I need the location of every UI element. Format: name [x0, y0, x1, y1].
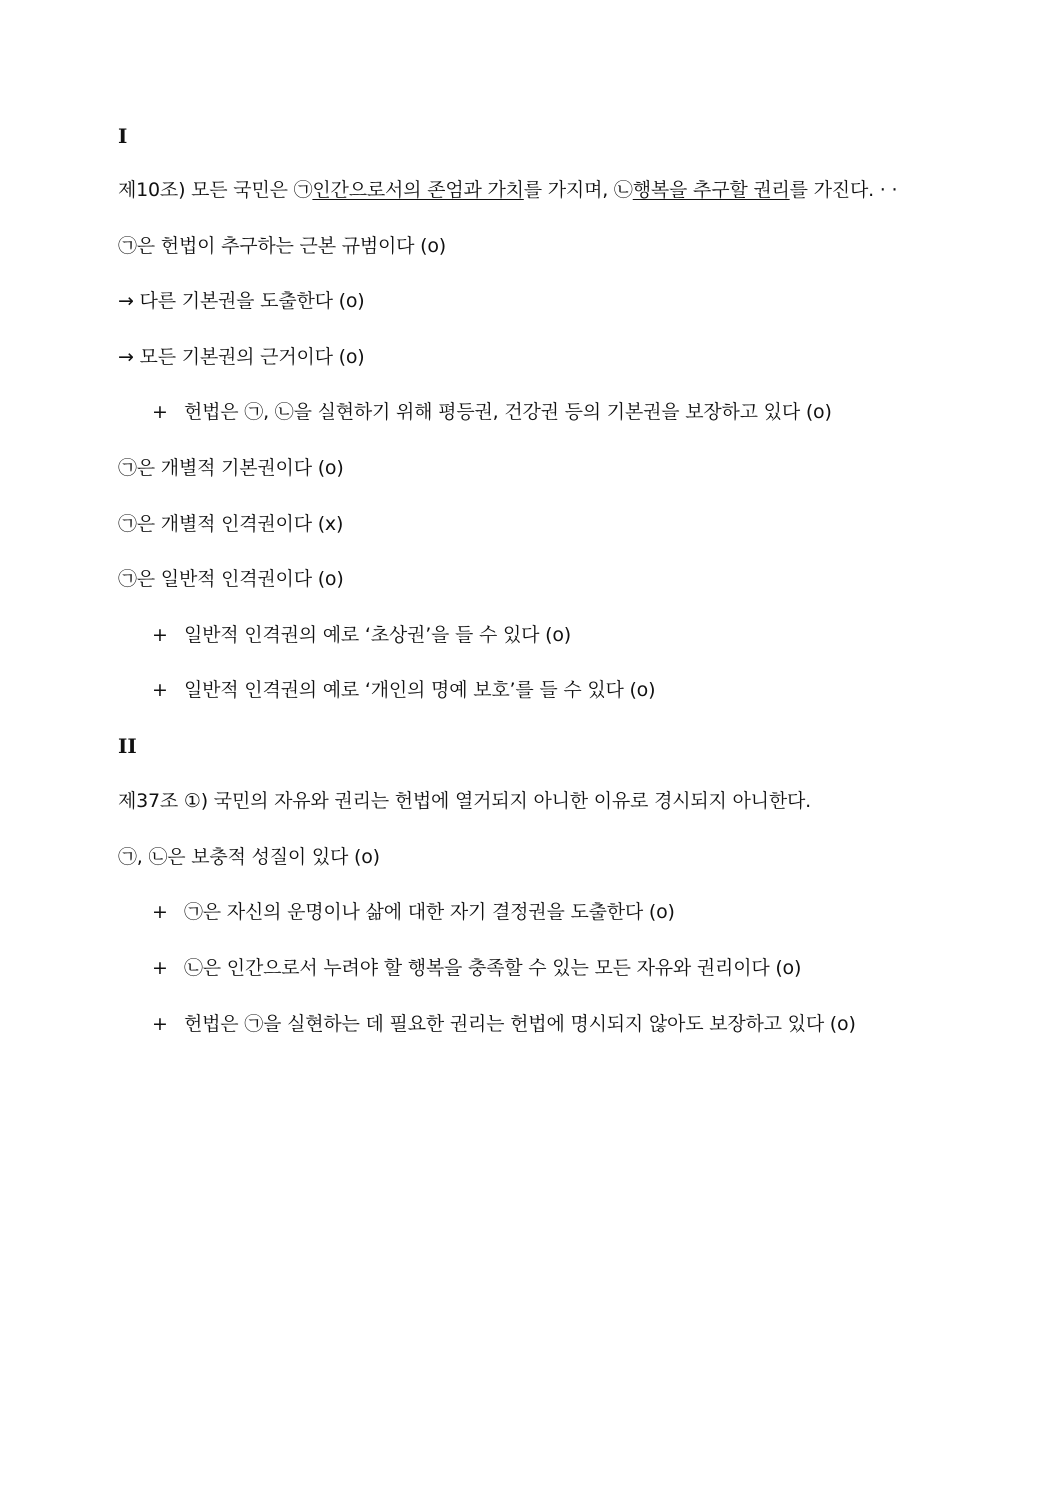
section-heading-2: II	[118, 734, 137, 758]
bullet-text: 일반적 인격권의 예로 ‘초상권’을 들 수 있다 (o)	[184, 624, 572, 646]
statement-line: ㉠은 헌법이 추구하는 근본 규범이다 (o)	[118, 235, 447, 257]
plus-bullet-icon: +	[152, 1013, 168, 1035]
statement-line: ㉠은 개별적 인격권이다 (x)	[118, 513, 344, 535]
article-suffix: 를 가진다. · ·	[789, 179, 898, 201]
plus-bullet-icon: +	[152, 679, 168, 701]
article-middle: 를 가지며,	[523, 179, 614, 201]
bullet-line	[152, 623, 571, 647]
underlined-dignity: 인간으로서의 존엄과 가치	[312, 179, 524, 201]
arrow-line: → 모든 기본권의 근거이다 (o)	[118, 346, 365, 368]
bullet-text: 헌법은 ㉠을 실현하는 데 필요한 권리는 헌법에 명시되지 않아도 보장하고 있다 (o)	[184, 1013, 856, 1035]
section-heading-1: I	[118, 124, 128, 148]
plus-bullet-icon: +	[152, 401, 168, 423]
statement-line: ㉠은 일반적 인격권이다 (o)	[118, 568, 344, 590]
statement-line: ㉠, ㉡은 보충적 성질이 있다 (o)	[118, 846, 380, 868]
circled-mark-giyeok: ㉠	[293, 179, 313, 201]
bullet-line	[152, 678, 655, 702]
article-10-text	[118, 178, 897, 202]
plus-bullet-icon: +	[152, 901, 168, 923]
bullet-line	[152, 400, 832, 424]
bullet-line	[152, 900, 675, 924]
bullet-text: ㉠은 자신의 운명이나 삶에 대한 자기 결정권을 도출한다 (o)	[184, 901, 675, 923]
bullet-text: 일반적 인격권의 예로 ‘개인의 명예 보호’를 들 수 있다 (o)	[184, 679, 656, 701]
bullet-line	[152, 956, 801, 980]
bullet-line	[152, 1012, 856, 1036]
bullet-text: 헌법은 ㉠, ㉡을 실현하기 위해 평등권, 건강권 등의 기본권을 보장하고 있다 (o)	[184, 401, 832, 423]
bullet-text: ㉡은 인간으로서 누려야 할 행복을 충족할 수 있는 모든 자유와 권리이다 (o)	[184, 957, 802, 979]
plus-bullet-icon: +	[152, 624, 168, 646]
article-prefix: 제10조) 모든 국민은	[118, 179, 294, 201]
underlined-happiness: 행복을 추구할 권리	[632, 179, 790, 201]
statement-line: ㉠은 개별적 기본권이다 (o)	[118, 457, 344, 479]
plus-bullet-icon: +	[152, 957, 168, 979]
article-37-text: 제37조 ①) 국민의 자유와 권리는 헌법에 열거되지 아니한 이유로 경시되지 아니한다.	[118, 790, 811, 812]
circled-mark-nieun: ㉡	[613, 179, 633, 201]
arrow-line: → 다른 기본권을 도출한다 (o)	[118, 290, 365, 312]
